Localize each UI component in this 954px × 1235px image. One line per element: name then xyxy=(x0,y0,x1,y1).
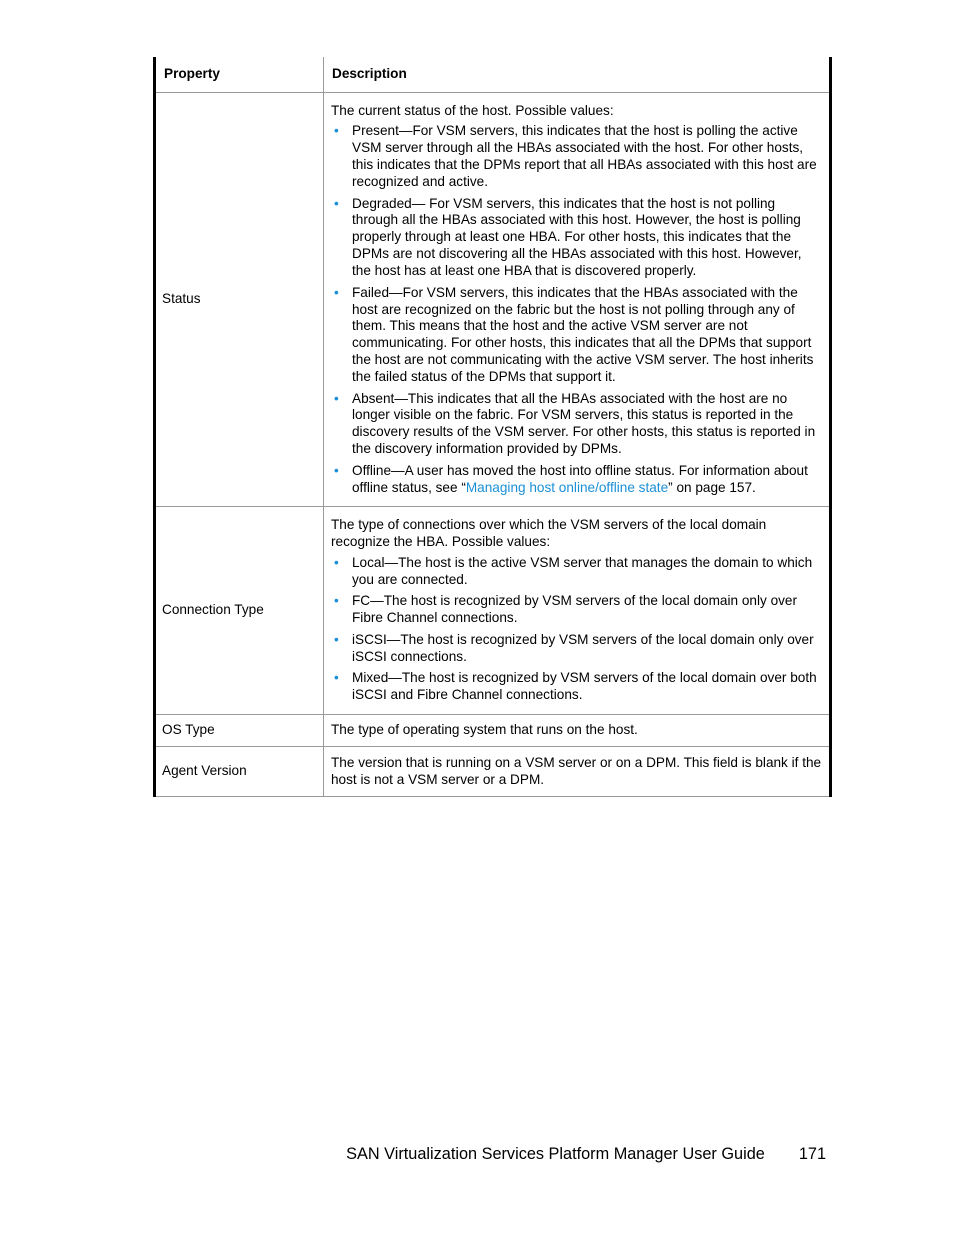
connection-type-values-list xyxy=(331,555,822,704)
header-property: Property xyxy=(155,57,324,93)
table-row-os-type xyxy=(155,715,831,747)
list-item: • Degraded— For VSM servers, this indicates that the host is not polling through all the HBAs associated with this host. However, the host is polling properly through at least one HBA. For other hosts, this indicates that the DPMs are not discovering all the HBAs associated with this host. However, the host has at least one HBA that is discovered properly. xyxy=(334,195,802,279)
status-values-list xyxy=(331,123,822,496)
bullet-icon: • xyxy=(334,593,339,609)
bullet-icon: • xyxy=(334,669,339,685)
list-item: • Present—For VSM servers, this indicates that the host is polling the active VSM server through all the HBAs associated with the host. For other hosts, this indicates that the DPMs report that all HBAs associated with this host are recognized and active. xyxy=(334,123,817,190)
bullet-icon: • xyxy=(334,123,339,139)
bullet-icon: • xyxy=(334,284,339,300)
bullet-icon: • xyxy=(334,555,339,571)
property-status: Status xyxy=(155,93,324,507)
connection-type-intro: The type of connections over which the VSM servers of the local domain recognize the HBA. Possible values: xyxy=(331,517,767,550)
list-item: • Offline—A user has moved the host into offline status. For information about offline status, see “Managing host online/offline state” on page 157. xyxy=(334,462,808,495)
list-item: • Absent—This indicates that all the HBAs associated with the host are no longer visible on the fabric. For VSM servers, this status is reported in the discovery results of the VSM server. For other hosts, this status is reported in the discovery information provided by DPMs. xyxy=(334,390,816,457)
table-row-connection-type xyxy=(155,507,831,715)
page-footer xyxy=(0,1144,826,1164)
table-header-row xyxy=(155,57,831,93)
description-connection-type xyxy=(324,507,831,715)
managing-host-online-offline-link[interactable]: Managing host online/offline state xyxy=(465,479,669,495)
property-os-type: OS Type xyxy=(155,715,324,747)
description-agent-version: The version that is running on a VSM server or on a DPM. This field is blank if the host is not a VSM server or a DPM. xyxy=(324,747,831,797)
table-row-status xyxy=(155,93,831,507)
bullet-icon: • xyxy=(334,390,339,406)
list-item: • Local—The host is the active VSM server that manages the domain to which you are connected. xyxy=(334,555,813,587)
description-status xyxy=(324,93,831,507)
bullet-icon: • xyxy=(334,631,339,647)
footer-title: SAN Virtualization Services Platform Manager User Guide xyxy=(346,1145,765,1163)
list-item: • Failed—For VSM servers, this indicates that the HBAs associated with the host are recognized on the fabric but the host is not polling through any of them. This means that the host and the active VSM server are not communicating. For other hosts, this indicates that all the DPMs that support the host are not communicating with the active VSM server. The host inherits the failed status of the DPMs that support it. xyxy=(334,284,814,385)
bullet-icon: • xyxy=(334,462,339,478)
header-description: Description xyxy=(324,57,831,93)
page-number: 171 xyxy=(798,1145,826,1163)
status-intro: The current status of the host. Possible values: xyxy=(331,102,614,118)
property-agent-version: Agent Version xyxy=(155,747,324,797)
description-os-type: The type of operating system that runs on the host. xyxy=(324,715,831,747)
table-row-agent-version xyxy=(155,747,831,797)
bullet-icon: • xyxy=(334,195,339,211)
list-item: • Mixed—The host is recognized by VSM servers of the local domain over both iSCSI and Fibre Channel connections. xyxy=(334,669,817,702)
property-connection-type: Connection Type xyxy=(155,507,324,715)
property-table xyxy=(153,57,832,797)
list-item: • iSCSI—The host is recognized by VSM servers of the local domain only over iSCSI connections. xyxy=(334,631,814,664)
list-item: • FC—The host is recognized by VSM servers of the local domain only over Fibre Channel connections. xyxy=(334,593,798,626)
